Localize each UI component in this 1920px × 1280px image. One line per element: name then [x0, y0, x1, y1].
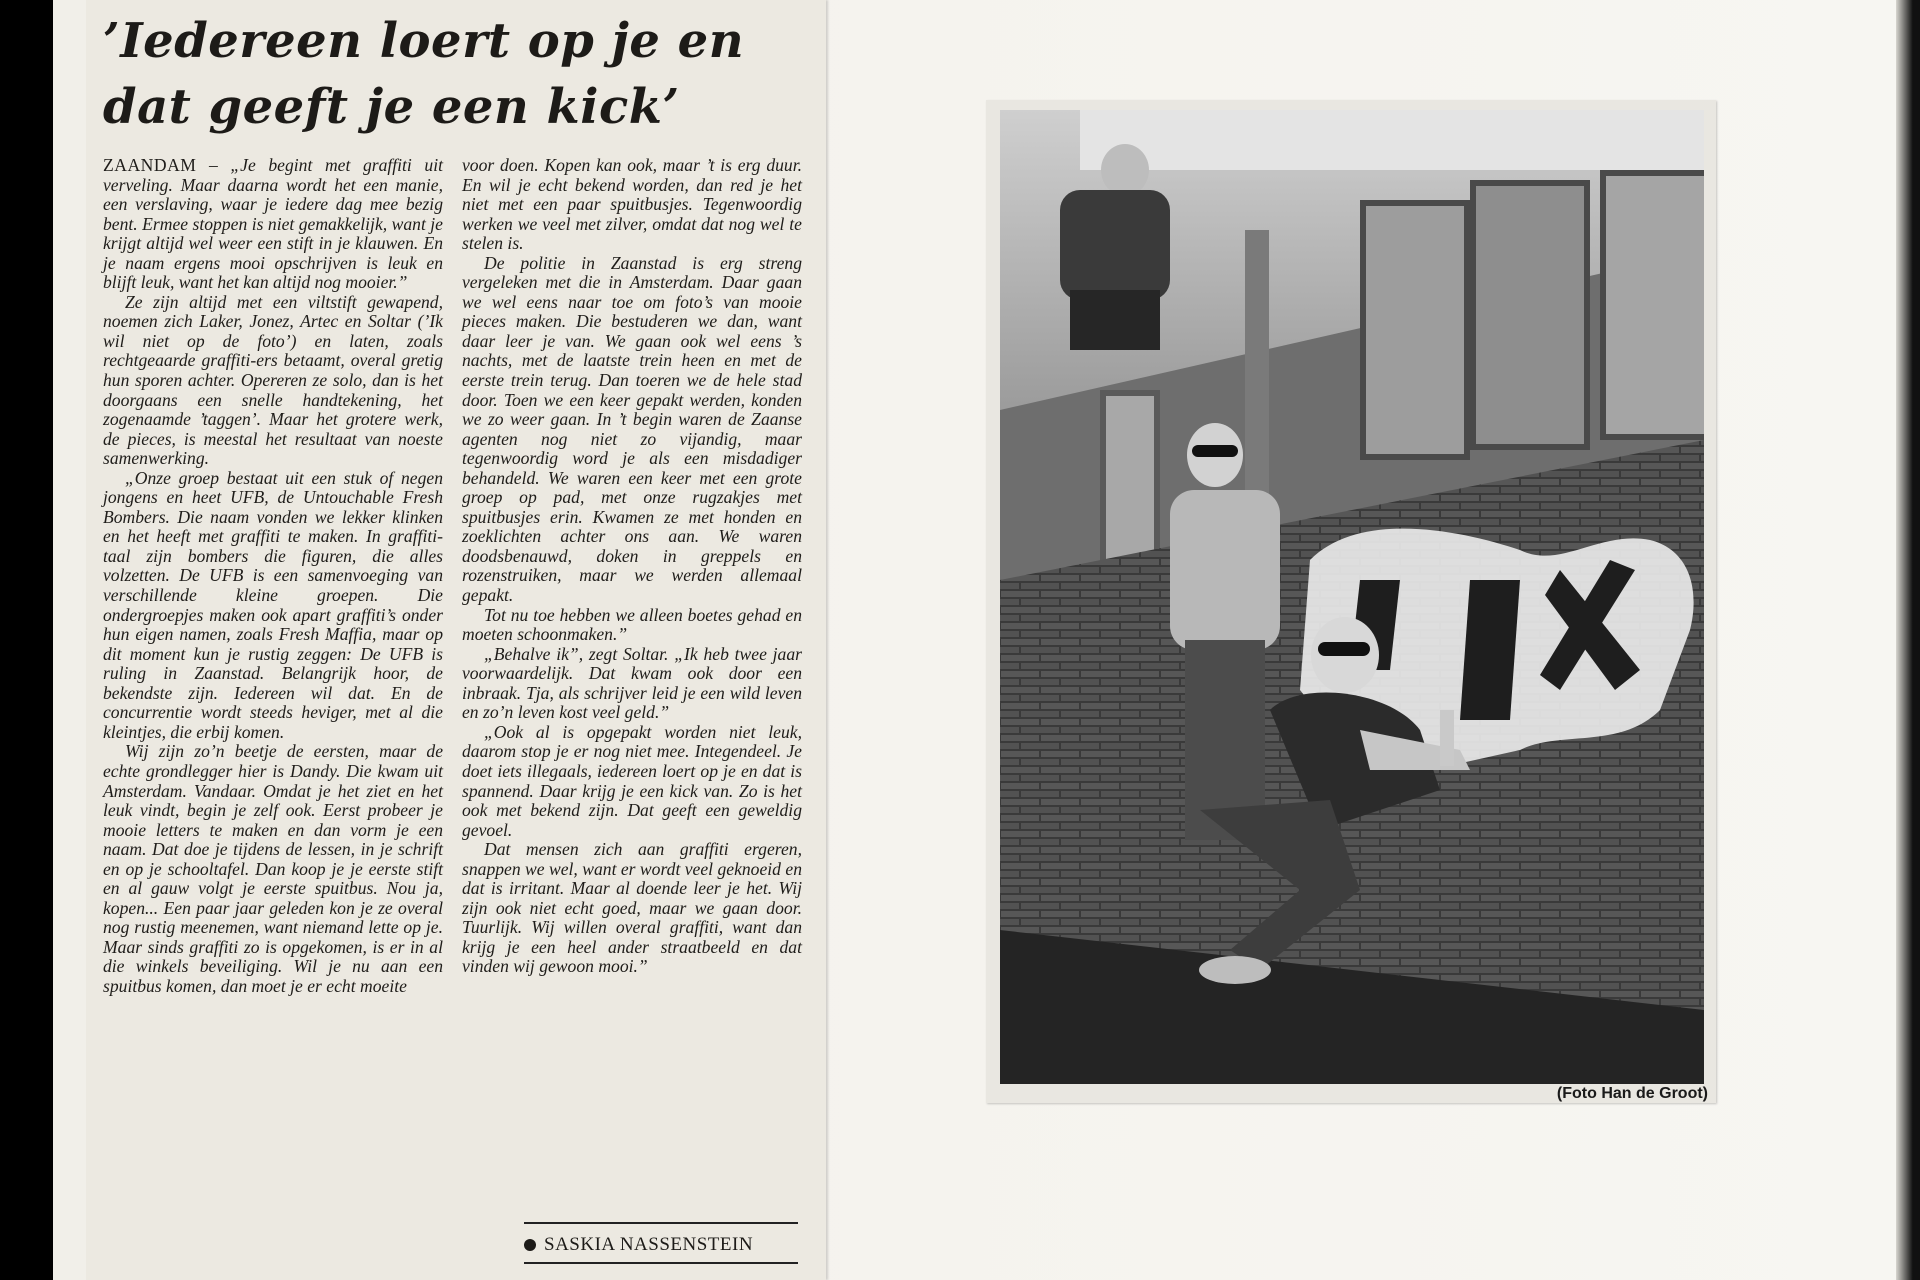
photo-credit: (Foto Han de Groot) — [1556, 1085, 1708, 1102]
page-edge — [1896, 0, 1920, 1280]
photograph — [1000, 110, 1704, 1084]
byline-author: SASKIA NASSENSTEIN — [544, 1234, 754, 1255]
paragraph-7: Tot nu toe hebben we alleen boetes gehad en moeten schoonmaken.” — [462, 604, 802, 645]
byline-rule-bottom — [524, 1262, 798, 1264]
paragraph-5: voor doen. Kopen kan ook, maar ’t is erg duur. En wil je echt bekend worden, dan red je het niet met een paar spuitbusjes. Tegenwoordig werken we veel met zilver, omdat dat nog wel te stelen is. — [462, 155, 802, 254]
paragraph-1 — [103, 156, 443, 293]
paragraph-8: „Behalve ik”, zegt Soltar. „Ik heb twee jaar voorwaardelijk. Dat kwam ook door een inbraak. Tja, als schrijver leid je een wild leven en zo’n leven kost veel geld.” — [462, 643, 802, 723]
paragraph-10: Dat mensen zich aan graffiti ergeren, snappen we wel, want er wordt veel geknoeid en dat is irritant. Maar al doende leer je het. Wij zijn ook niet echt goed, maar we gaan door. Tuurlijk. Wij willen overal graffiti, want dan krijg je een heel ander straatbeeld en dat vinden wij gewoon mooi.” — [462, 839, 802, 977]
photograph-graffiti-icon — [1000, 110, 1704, 1084]
paragraph-4: Wij zijn zo’n beetje de eersten, maar de echte grondlegger hier is Dandy. Die kwam uit Amsterdam. Vandaar. Omdat je het ziet en het leuk vindt, begin je zelf ook. Eerst probeer je mooie letters te maken en dan vorm je een naam. Dat doe je tijdens de lessen, in je schrift en op je schooltafel. Dan koop je je eerste stift en al gauw volgt je eerste spuitbus. Nou ja, kopen... Een paar jaar geleden kon je ze overal nog rustig meenemen, want niemand lette op je. Maar sinds graffiti zo is opgekomen, is er in al die winkels beveiliging. Wil je nu aan een spuitbus komen, dan moet je er echt moeite — [103, 741, 443, 996]
article-column-2 — [462, 156, 802, 977]
dateline: ZAANDAM — [103, 155, 197, 175]
byline-rule-top — [524, 1222, 798, 1224]
byline — [524, 1234, 804, 1256]
bullet-icon — [524, 1239, 536, 1251]
paragraph-2: Ze zijn altijd met een viltstift gewapend, noemen zich Laker, Jonez, Artec en Soltar (’Ik wil niet op de foto’) en laten, zoals rechtgeaarde graffiti-ers betaamt, overal gretig hun sporen achter. Opereren ze solo, dan is het doorgaans een snelle handtekening, het zogenaamde ’taggen’. Maar het grotere werk, de pieces, is meestal het resultaat van noeste samenwerking. — [103, 291, 443, 469]
paragraph-6: De politie in Zaanstad is erg streng vergeleken met die in Amsterdam. Daar gaan we wel eens naar toe om foto’s van mooie pieces maken. Die bestuderen we dan, want daar leer je van. We gaan ook wel eens ’s nachts, met de laatste trein heen en met de eerste trein terug. Dan toeren we de hele stad door. Toen we een keer gepakt werden, konden we zo weer gaan. In ’t begin waren de Zaanse agenten nog niet zo vijandig, maar tegenwoordig word je als een misdadiger behandeld. We waren een keer met een grote groep op pad, met onze rugzakjes met spuitbusjes erin. Kwamen ze met honden en zoeklichten achter ons aan. We waren doodsbenauwd, doken in greppels en rozenstruiken, maar we werden allemaal gepakt. — [462, 252, 802, 606]
paragraph-9: „Ook al is opgepakt worden niet leuk, daarom stop je er nog niet mee. Integendeel. Je doet iets illegaals, iedereen loert op je en dat is spannend. Daar krijg je een kick van. Zo is het ook met bekend zijn. Dat geeft een geweldig gevoel. — [462, 721, 802, 840]
paragraph-3: „Onze groep bestaat uit een stuk of negen jongens en heet UFB, de Untouchable Fresh Bombers. Die naam vonden we lekker klinken en het heeft met graffiti te maken. In graffiti-taal zijn bombers die figuren, die alles volzetten. De UFB is een samenvoeging van verschillende kleine groepen. Die ondergroepjes maken ook apart graffiti’s onder hun eigen namen, zoals Fresh Maffia, maar op dit moment kun je rustig zeggen: De UFB is ruling in Zaanstad. Belangrijk hoor, de bekendste zijn. Iedereen wil dat. En de concurrentie wordt steeds heviger, met al die kleintjes, die erbij komen. — [103, 467, 443, 742]
article-column-1 — [103, 156, 443, 997]
article-headline: ’Iedereen loert op je en dat geeft je een kick’ — [103, 13, 745, 135]
paragraph-1-text: – „Je begint met graffiti uit verveling. Maar daarna wordt het een manie, een verslaving, waar je iedere dag mee bezig bent. Ermee stoppen is niet gemakkelijk, want je krijgt altijd wel weer een stift in je klauwen. En je naam ergens mooi opschrijven is leuk en blijft leuk, want het kan altijd nog mooier.” — [103, 155, 443, 293]
